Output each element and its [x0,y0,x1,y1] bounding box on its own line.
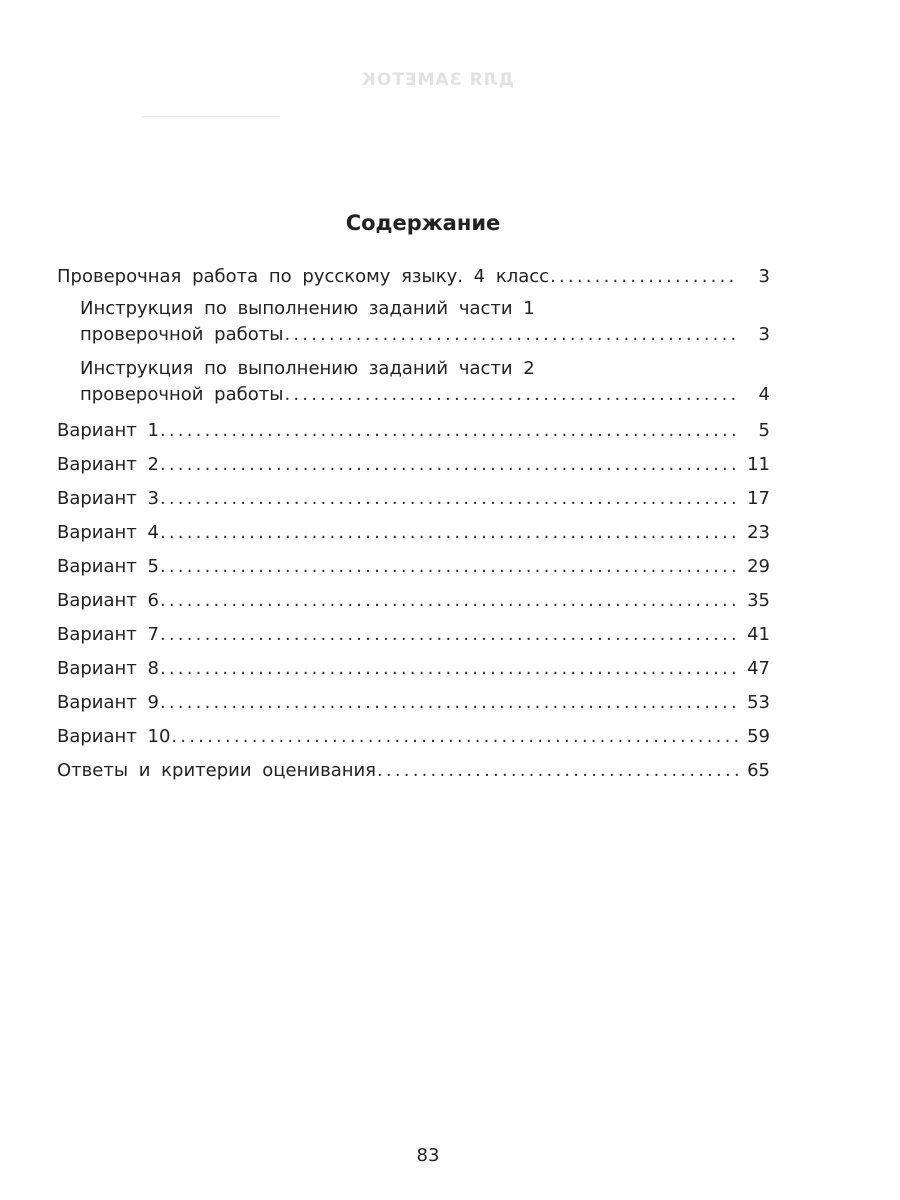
toc-entry[interactable] [57,722,770,756]
toc-entry-page: 3 [758,324,770,345]
page-number: 83 [416,1145,440,1166]
toc-entry-page: 53 [747,692,770,713]
dot-leader [160,688,738,718]
toc-entry[interactable] [57,586,770,620]
toc-entry-label: Вариант 9 [57,692,159,713]
toc-entry[interactable] [57,518,770,552]
toc-entry-page: 5 [758,420,770,441]
toc-entry-page: 35 [747,590,770,611]
toc-entry-label-cont: проверочной работы [80,384,284,405]
toc-entry-label: Вариант 2 [57,454,159,475]
toc-entry-label: Ответы и критерии оценивания [57,760,377,781]
toc-entry[interactable] [57,484,770,518]
dot-leader [160,416,738,446]
toc-entry-page: 41 [747,624,770,645]
toc-entry-page: 4 [758,384,770,405]
toc-entry[interactable] [57,296,770,356]
dot-leader [160,586,738,616]
table-of-contents [57,262,770,790]
toc-entry-label: Вариант 3 [57,488,159,509]
dot-leader [284,322,738,348]
dot-leader [171,722,738,752]
dot-leader [377,756,738,786]
toc-entry-page: 3 [758,266,770,287]
toc-entry-label: Вариант 6 [57,590,159,611]
toc-entry[interactable] [57,654,770,688]
toc-entry[interactable] [57,688,770,722]
toc-entry-label: Вариант 4 [57,522,159,543]
dot-leader [550,262,738,292]
toc-entry-label: Вариант 1 [57,420,159,441]
dot-leader [160,552,738,582]
toc-entry[interactable] [57,756,770,790]
dot-leader [160,484,738,514]
toc-entry-page: 23 [747,522,770,543]
page-title: Содержание [345,211,501,235]
toc-entry-label: Инструкция по выполнению заданий части 2 [80,358,535,379]
toc-entry-page: 17 [747,488,770,509]
toc-entry-label: Инструкция по выполнению заданий части 1 [80,298,535,319]
toc-entry[interactable] [57,356,770,416]
dot-leader [160,450,738,480]
dot-leader [284,382,738,408]
toc-entry[interactable] [57,620,770,654]
toc-entry-label: Вариант 5 [57,556,159,577]
dot-leader [160,654,738,684]
toc-entry[interactable] [57,552,770,586]
dot-leader [160,518,738,548]
toc-entry-label: Вариант 7 [57,624,159,645]
bleed-through-line [142,116,280,117]
toc-entry-page: 29 [747,556,770,577]
toc-entry-label-cont: проверочной работы [80,324,284,345]
toc-entry-page: 47 [747,658,770,679]
toc-entry[interactable] [57,450,770,484]
toc-entry-page: 65 [747,760,770,781]
toc-entry-label: Вариант 8 [57,658,159,679]
toc-entry-page: 11 [747,454,770,475]
toc-entry-label: Вариант 10 [57,726,171,747]
bleed-through-text: ДЛЯ ЗАМЕТОК [361,70,514,90]
toc-entry[interactable] [57,262,770,296]
toc-entry[interactable] [57,416,770,450]
toc-entry-label: Проверочная работа по русскому языку. 4 класс [57,266,550,287]
toc-entry-page: 59 [747,726,770,747]
dot-leader [160,620,738,650]
